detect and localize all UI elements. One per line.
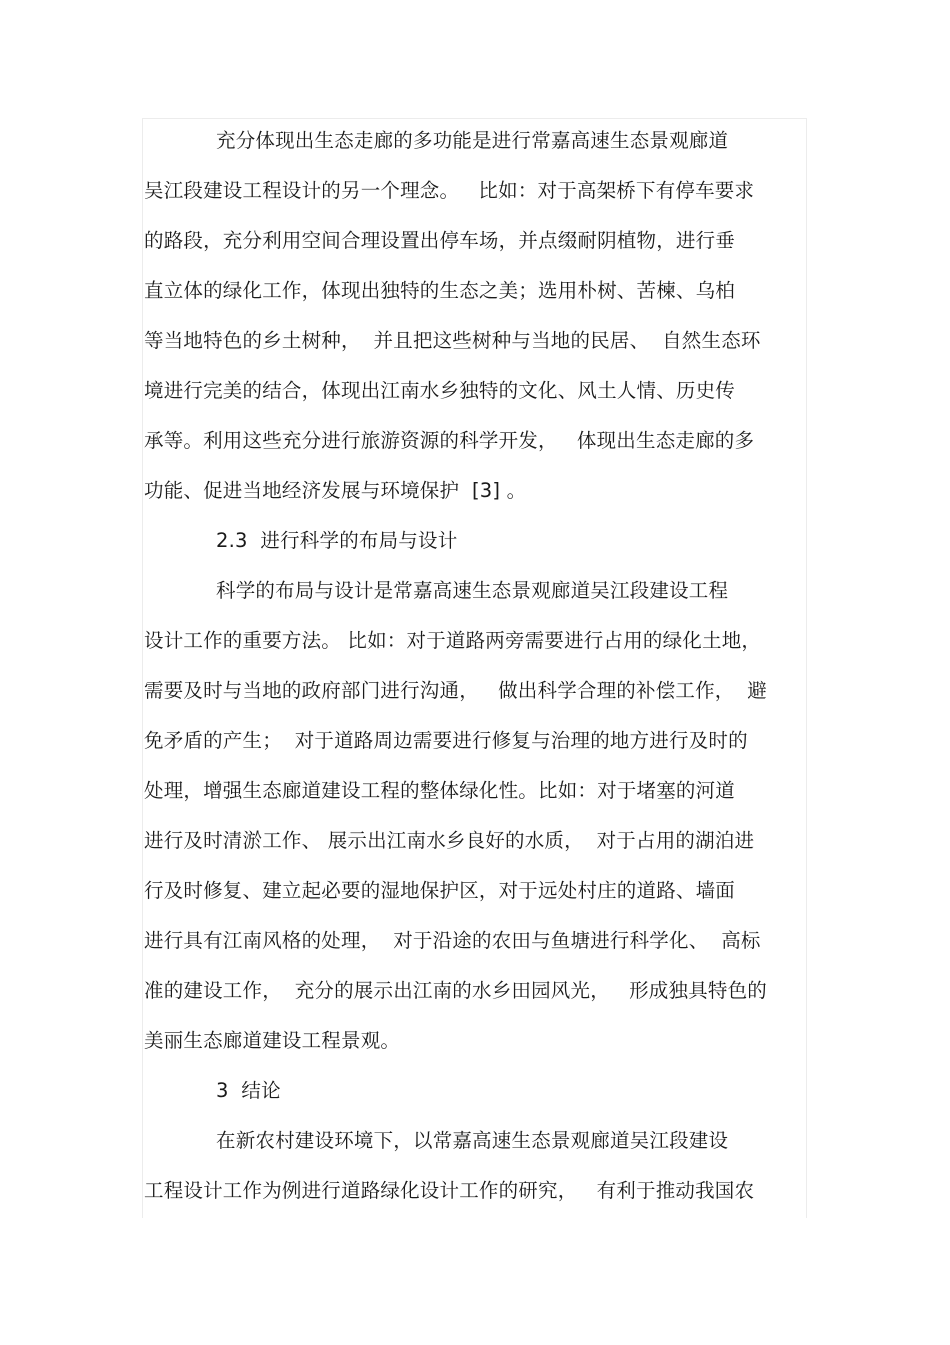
paragraph-2-line-8: 进行具有江南风格的处理， 对于沿途的农田与鱼塘进行科学化、 高标 bbox=[144, 929, 761, 952]
paragraph-3-line-2: 工程设计工作为例进行道路绿化设计工作的研究， 有利于推动我国农 bbox=[144, 1179, 755, 1202]
paragraph-1-line-8: 功能、促进当地经济发展与环境保护 [3] 。 bbox=[144, 479, 527, 502]
paragraph-2-line-5: 处理，增强生态廊道建设工程的整体绿化性。比如：对于堵塞的河道 bbox=[144, 779, 736, 802]
paragraph-1-line-4: 直立体的绿化工作，体现出独特的生态之美；选用朴树、苦楝、乌柏 bbox=[144, 279, 736, 302]
paragraph-2-line-4: 免矛盾的产生； 对于道路周边需要进行修复与治理的地方进行及时的 bbox=[144, 729, 748, 752]
paragraph-2-line-1: 科学的布局与设计是常嘉高速生态景观廊道吴江段建设工程 bbox=[216, 579, 729, 602]
paragraph-2-line-2: 设计工作的重要方法。 比如：对于道路两旁需要进行占用的绿化土地， bbox=[144, 629, 762, 652]
paragraph-1-line-2: 吴江段建设工程设计的另一个理念。 比如：对于高架桥下有停车要求 bbox=[144, 179, 755, 202]
paragraph-2-line-9: 准的建设工作， 充分的展示出江南的水乡田园风光， 形成独具特色的 bbox=[144, 979, 767, 1002]
paragraph-1-line-3: 的路段，充分利用空间合理设置出停车场，并点缀耐阴植物，进行垂 bbox=[144, 229, 736, 252]
section-heading-2-3: 2.3 进行科学的布局与设计 bbox=[216, 529, 458, 552]
paragraph-2-line-7: 行及时修复、建立起必要的湿地保护区，对于远处村庄的道路、墙面 bbox=[144, 879, 736, 902]
paragraph-1-line-5: 等当地特色的乡土树种， 并且把这些树种与当地的民居、 自然生态环 bbox=[144, 329, 761, 352]
paragraph-1-line-6: 境进行完美的结合，体现出江南水乡独特的文化、风土人情、历史传 bbox=[144, 379, 736, 402]
paragraph-2-line-10: 美丽生态廊道建设工程景观。 bbox=[144, 1029, 401, 1052]
paragraph-2-line-6: 进行及时清淤工作、 展示出江南水乡良好的水质， 对于占用的湖泊进 bbox=[144, 829, 755, 852]
paragraph-1-line-7: 承等。利用这些充分进行旅游资源的科学开发， 体现出生态走廊的多 bbox=[144, 429, 755, 452]
paragraph-2-line-3: 需要及时与当地的政府部门进行沟通， 做出科学合理的补偿工作， 避 bbox=[144, 679, 767, 702]
paragraph-3-line-1: 在新农村建设环境下，以常嘉高速生态景观廊道吴江段建设 bbox=[216, 1129, 729, 1152]
section-heading-3: 3 结论 bbox=[216, 1079, 281, 1102]
paragraph-1-line-1: 充分体现出生态走廊的多功能是进行常嘉高速生态景观廊道 bbox=[216, 129, 729, 152]
